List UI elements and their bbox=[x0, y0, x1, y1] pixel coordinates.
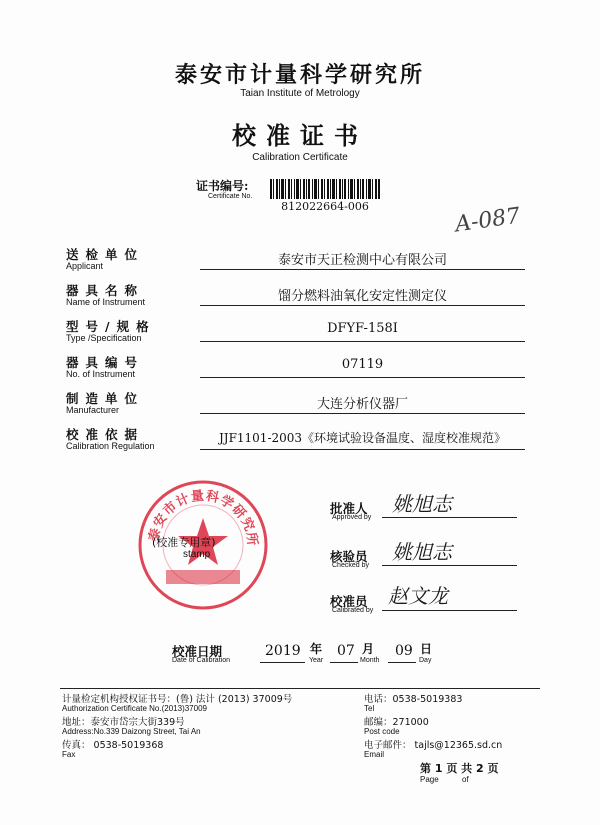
telephone: 电话：0538-5019383 bbox=[364, 694, 463, 705]
type-line bbox=[200, 341, 525, 342]
approved-label: 批准人 bbox=[330, 501, 368, 516]
instrument-no-line bbox=[200, 377, 525, 378]
institute-name-en: Taian Institute of Metrology bbox=[240, 88, 360, 99]
checked-label-en: Checked by bbox=[332, 562, 369, 569]
applicant-value: 泰安市天正检测中心有限公司 bbox=[277, 253, 447, 268]
date-month: 07 bbox=[337, 643, 355, 659]
date-month-line bbox=[330, 662, 358, 663]
regulation-line bbox=[200, 449, 525, 450]
approved-line bbox=[382, 517, 517, 518]
instrument-name-label: 器具名称 bbox=[66, 283, 145, 298]
certificate-title-en: Calibration Certificate bbox=[252, 152, 348, 163]
regulation-label: 校准依据 bbox=[66, 427, 145, 442]
checked-label: 核验员 bbox=[330, 549, 368, 564]
date-day-line bbox=[388, 662, 416, 663]
page-indicator-en-of: of bbox=[462, 775, 469, 784]
telephone-en: Tel bbox=[364, 704, 375, 713]
stamp-center-text: (校准专用章) bbox=[152, 536, 216, 549]
calibrated-label-en: Calibrated by bbox=[332, 607, 374, 614]
page-indicator: 第 1 页 共 2 页 bbox=[420, 762, 499, 775]
stamp-center-text-en: stamp bbox=[183, 549, 211, 560]
date-year-line bbox=[260, 662, 305, 663]
certificate-no-label-en: Certificate No. bbox=[208, 193, 253, 200]
page-indicator-en-page: Page bbox=[420, 775, 439, 784]
instrument-no-label: 器具编号 bbox=[66, 355, 145, 370]
date-year-unit: 年 bbox=[310, 642, 323, 656]
instrument-name-label-en: Name of Instrument bbox=[66, 297, 146, 307]
applicant-label-en: Applicant bbox=[66, 261, 104, 271]
date-month-unit-en: Month bbox=[360, 657, 380, 664]
type-label-en: Type /Specification bbox=[66, 333, 142, 343]
calibrated-label: 校准员 bbox=[330, 594, 368, 609]
footer-rule bbox=[60, 688, 540, 689]
manufacturer-line bbox=[200, 413, 525, 414]
calibrated-line bbox=[382, 610, 517, 611]
fax-en: Fax bbox=[62, 750, 76, 759]
calibrated-signature: 赵文龙 bbox=[388, 584, 448, 608]
institute-name: 泰安市计量科学研究所 bbox=[174, 62, 425, 88]
handwritten-note: A-087 bbox=[453, 203, 522, 238]
barcode bbox=[270, 179, 380, 199]
date-day: 09 bbox=[395, 643, 413, 659]
certificate-title: 校准证书 bbox=[232, 121, 368, 150]
manufacturer-value: 大连分析仪器厂 bbox=[316, 397, 408, 412]
regulation-label-en: Calibration Regulation bbox=[66, 441, 155, 451]
date-day-unit: 日 bbox=[420, 642, 433, 656]
instrument-no-value: 07119 bbox=[341, 357, 384, 372]
post-code-en: Post code bbox=[364, 727, 400, 736]
applicant-label: 送检单位 bbox=[66, 247, 145, 262]
fax: 传真： 0538-5019368 bbox=[62, 740, 164, 751]
approved-label-en: Approved by bbox=[332, 514, 372, 521]
calibration-date-label: 校准日期 bbox=[172, 644, 223, 659]
authorization-no: 计量检定机构授权证书号：(鲁) 法计 (2013) 37009号 bbox=[62, 694, 293, 705]
address: 地址：泰安市岱宗大街339号 bbox=[62, 717, 185, 728]
calibration-date-label-en: Date of Calibration bbox=[172, 657, 230, 664]
instrument-name-line bbox=[200, 305, 525, 306]
regulation-value: JJF1101-2003《环境试验设备温度、湿度校准规范》 bbox=[218, 431, 507, 445]
date-month-unit: 月 bbox=[362, 642, 375, 656]
type-value: DFYF-158I bbox=[327, 321, 398, 336]
certificate-no-label: 证书编号: bbox=[196, 179, 249, 193]
email: 电子邮件： tajls@12365.sd.cn bbox=[364, 740, 503, 751]
manufacturer-label: 制造单位 bbox=[66, 391, 145, 406]
email-en: Email bbox=[364, 750, 385, 759]
instrument-no-label-en: No. of Instrument bbox=[66, 369, 136, 379]
authorization-no-en: Authorization Certificate No.(2013)37009 bbox=[62, 704, 207, 713]
post-code: 邮编：271000 bbox=[364, 717, 429, 728]
instrument-name-value: 馏分燃料油氧化安定性测定仪 bbox=[277, 289, 447, 304]
checked-line bbox=[382, 565, 517, 566]
date-day-unit-en: Day bbox=[419, 657, 432, 664]
type-label: 型号/规格 bbox=[66, 319, 156, 334]
checked-signature: 姚旭志 bbox=[392, 540, 452, 564]
manufacturer-label-en: Manufacturer bbox=[66, 405, 120, 415]
approved-signature: 姚旭志 bbox=[392, 492, 452, 516]
date-year: 2019 bbox=[265, 643, 301, 659]
date-year-unit-en: Year bbox=[309, 657, 324, 664]
address-en: Address:No.339 Daizong Street, Tai An bbox=[62, 727, 201, 736]
stamp-ring-text: 泰安市计量科学研究所 bbox=[146, 488, 260, 548]
certificate-no-value: 812022664-006 bbox=[281, 200, 369, 213]
applicant-line bbox=[200, 269, 525, 270]
